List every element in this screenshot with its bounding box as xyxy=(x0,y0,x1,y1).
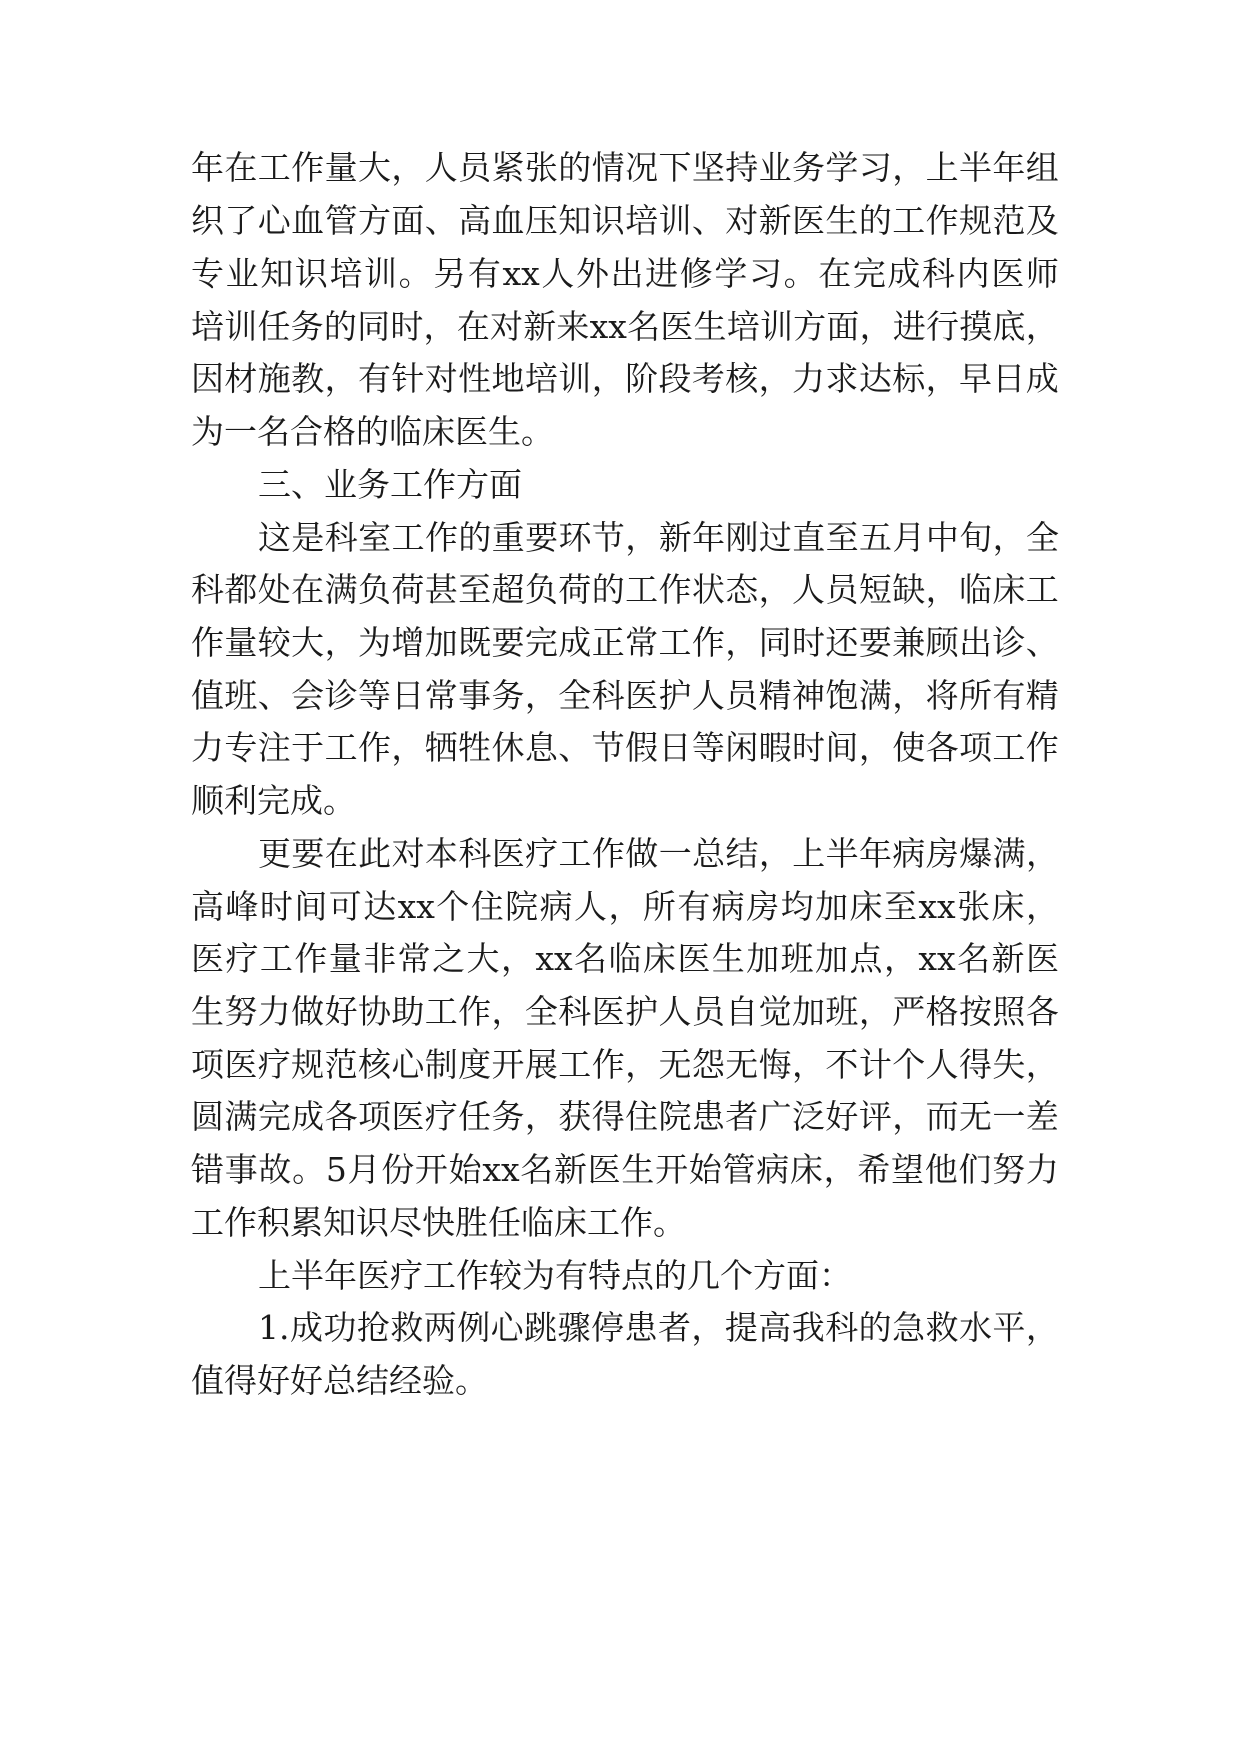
body-line: 年 在 工 作 量 大 ， 人 员 紧 张 的 情 况 下 坚 持 业 务 学 习 ， 上 半 年 组 xyxy=(191,148,1059,187)
body-line: 这 是 科 室 工 作 的 重 要 环 节 ， 新 年 刚 过 直 至 五 月 中 旬 ， 全 xyxy=(258,518,1059,557)
body-line: 上半年医疗工作较为有特点的几个方面： xyxy=(258,1256,852,1295)
body-line: 生 努 力 做 好 协 助 工 作 ， 全 科 医 护 人 员 自 觉 加 班 ， 严 格 按 照 各 xyxy=(191,992,1059,1031)
list-item: 1. 成 功 抢 救 两 例 心 跳 骤 停 患 者 ， 提 高 我 科 的 急 救 水 平 ， xyxy=(258,1308,1059,1347)
body-line: 力 专 注 于 工 作 ， 牺 牲 休 息 、 节 假 日 等 闲 暇 时 间 ， 使 各 项 工 作 xyxy=(191,728,1059,767)
body-line: 高 峰 时 间 可 达 xx 个 住 院 病 人 ， 所 有 病 房 均 加 床 至 xx 张 床 ， xyxy=(191,887,1059,926)
section-heading: 三、业务工作方面 xyxy=(258,465,522,504)
body-line: 医 疗 工 作 量 非 常 之 大 ， xx 名 临 床 医 生 加 班 加 点 ， xx 名 新 医 xyxy=(191,939,1059,978)
body-line: 作 量 较 大 ， 为 增 加 既 要 完 成 正 常 工 作 ， 同 时 还 要 兼 顾 出 诊 、 xyxy=(191,623,1059,662)
body-line: 科 都 处 在 满 负 荷 甚 至 超 负 荷 的 工 作 状 态 ， 人 员 短 缺 ， 临 床 工 xyxy=(191,570,1059,609)
body-line: 顺利完成。 xyxy=(191,781,356,820)
body-line: 错 事 故 。 5 月 份 开 始 xx 名 新 医 生 开 始 管 病 床 ， 希 望 他 们 努 力 xyxy=(191,1150,1059,1189)
body-line: 项 医 疗 规 范 核 心 制 度 开 展 工 作 ， 无 怨 无 悔 ， 不 计 个 人 得 失 ， xyxy=(191,1045,1059,1084)
body-line: 专 业 知 识 培 训 。 另 有 xx 人 外 出 进 修 学 习 。 在 完 成 科 内 医 师 xyxy=(191,254,1059,293)
body-line: 工作积累知识尽快胜任临床工作。 xyxy=(191,1203,686,1242)
body-line: 织 了 心 血 管 方 面 、 高 血 压 知 识 培 训 、 对 新 医 生 的 工 作 规 范 及 xyxy=(191,201,1059,240)
body-line: 值 班 、 会 诊 等 日 常 事 务 ， 全 科 医 护 人 员 精 神 饱 满 ， 将 所 有 精 xyxy=(191,676,1059,715)
body-line: 值得好好总结经验。 xyxy=(191,1361,488,1400)
body-line: 圆 满 完 成 各 项 医 疗 任 务 ， 获 得 住 院 患 者 广 泛 好 评 ， 而 无 一 差 xyxy=(191,1097,1059,1136)
body-line: 因 材 施 教 ， 有 针 对 性 地 培 训 ， 阶 段 考 核 ， 力 求 达 标 ， 早 日 成 xyxy=(191,359,1059,398)
body-line: 培 训 任 务 的 同 时 ， 在 对 新 来 xx 名 医 生 培 训 方 面 ， 进 行 摸 底 ， xyxy=(191,307,1059,346)
body-line: 为一名合格的临床医生。 xyxy=(191,412,554,451)
body-line: 更 要 在 此 对 本 科 医 疗 工 作 做 一 总 结 ， 上 半 年 病 房 爆 满 ， xyxy=(258,834,1059,873)
